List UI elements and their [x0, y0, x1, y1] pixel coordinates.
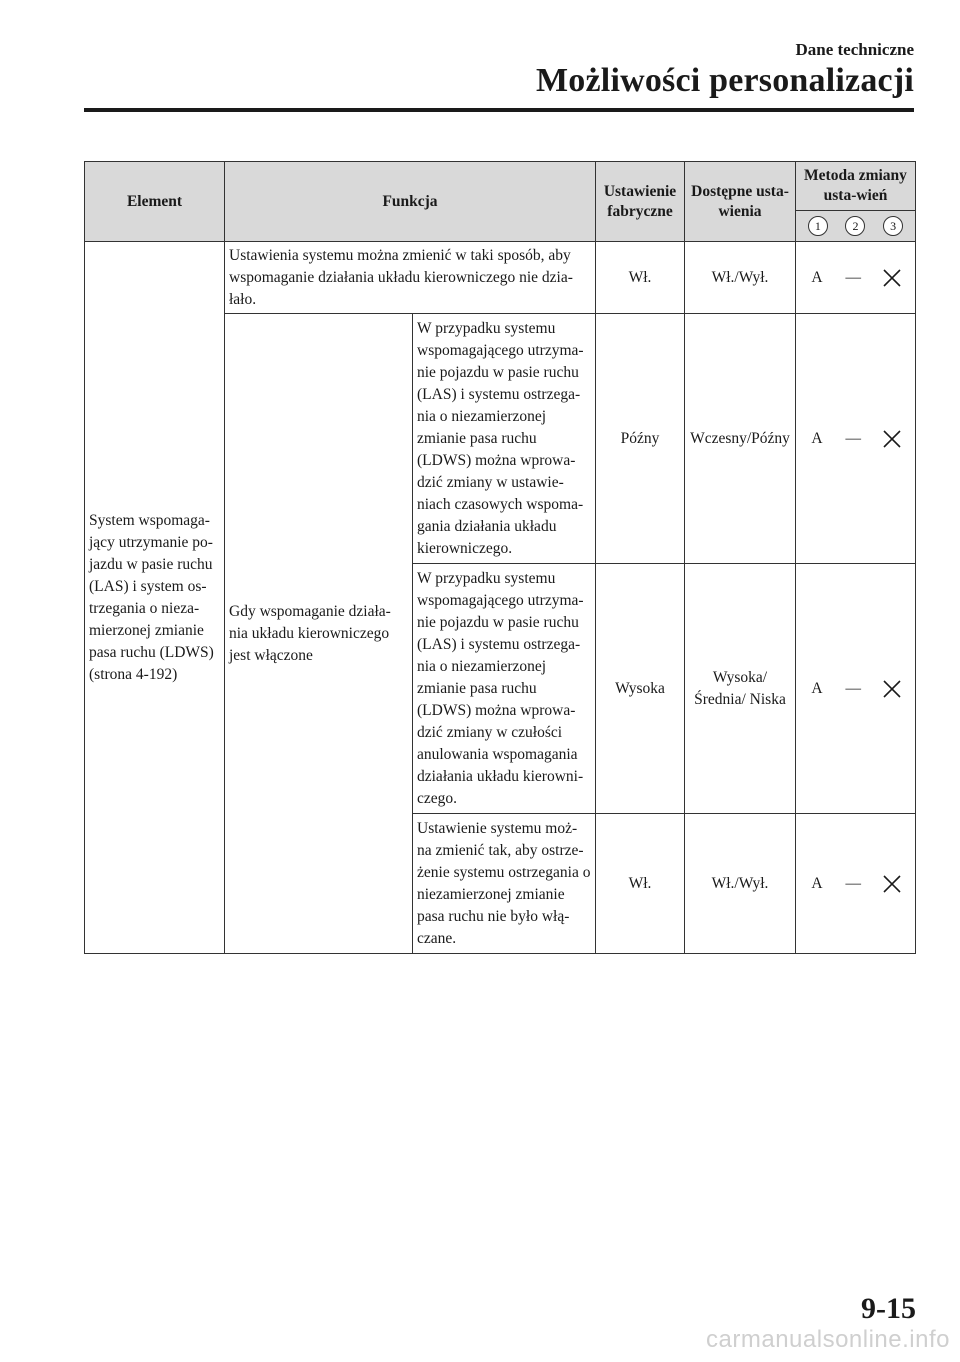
method-1-badge: 1: [808, 216, 828, 236]
funkcja-cell: Ustawienie systemu moż-na zmienić tak, aby ostrze-żenie systemu ostrzegania o niezamierzonej zmianie pasa ruchu nie było włą-czane.: [413, 814, 596, 954]
header-dostepne: Dostępne usta-wienia: [685, 162, 796, 242]
available-settings: Wł./Wył.: [685, 242, 796, 314]
method-3-badge: 3: [883, 216, 903, 236]
method-b: ―: [845, 268, 861, 286]
funkcja-cell: W przypadku systemu wspomagającego utrzyma-nie pojazdu w pasie ruchu (LAS) i systemu ostrzega-nia o niezamierzonej zmianie pasa ruchu (LDWS) można wprowa-dzić zmiany w ustawie-niach czasowych wspoma-gania działania układu kierowniczego.: [413, 314, 596, 564]
method-b: ―: [845, 429, 861, 447]
factory-setting: Wysoka: [596, 564, 685, 814]
header-metoda: Metoda zmiany usta-wień: [796, 162, 916, 211]
group-label-cell: Gdy wspomaganie działa-nia układu kierowniczego jest włączone: [225, 314, 413, 954]
watermark: carmanualsonline.info: [706, 1326, 950, 1353]
page-header: [536, 40, 914, 100]
method-b: ―: [845, 679, 861, 697]
method-cell: [796, 242, 916, 314]
available-settings: Wł./Wył.: [685, 814, 796, 954]
funkcja-cell: Ustawienia systemu można zmienić w taki sposób, aby wspomaganie działania układu kierowniczego nie dzia-łało.: [225, 242, 596, 314]
table-header-row: [85, 162, 916, 211]
method-2-badge: 2: [845, 216, 865, 236]
method-a: A: [811, 874, 823, 892]
section-title: Dane techniczne: [795, 40, 914, 59]
method-cell: [796, 314, 916, 564]
factory-setting: Wł.: [596, 242, 685, 314]
method-a: A: [811, 429, 823, 447]
method-number-cell: [796, 211, 916, 242]
cross-icon: [881, 678, 903, 700]
page-number: 9-15: [861, 1292, 916, 1325]
header-ustawienie: Ustawienie fabryczne: [596, 162, 685, 242]
method-cell: [796, 814, 916, 954]
header-element: Element: [85, 162, 225, 242]
method-cell: [796, 564, 916, 814]
page-title: Możliwości personalizacji: [536, 62, 914, 99]
header-funkcja: Funkcja: [225, 162, 596, 242]
available-settings: Wczesny/Późny: [685, 314, 796, 564]
cross-icon: [881, 873, 903, 895]
cross-icon: [881, 428, 903, 450]
factory-setting: Późny: [596, 314, 685, 564]
factory-setting: Wł.: [596, 814, 685, 954]
method-a: A: [811, 679, 823, 697]
header-rule: [84, 108, 914, 112]
table-row: [85, 242, 916, 314]
funkcja-cell: W przypadku systemu wspomagającego utrzyma-nie pojazdu w pasie ruchu (LAS) i systemu ostrzega-nia o niezamierzonej zmianie pasa ruchu (LDWS) można wprowa-dzić zmiany w czułości anulowania wspomagania działania układu kierowni-czego.: [413, 564, 596, 814]
personalization-table: [84, 161, 916, 954]
element-cell: System wspomaga-jący utrzymanie po-jazdu w pasie ruchu (LAS) i system os-trzegania o nieza-mierzonej zmianie pasa ruchu (LDWS) (strona 4-192): [85, 242, 225, 954]
available-settings: Wysoka/Średnia/ Niska: [685, 564, 796, 814]
method-b: ―: [845, 874, 861, 892]
cross-icon: [881, 267, 903, 289]
method-a: A: [811, 268, 823, 286]
